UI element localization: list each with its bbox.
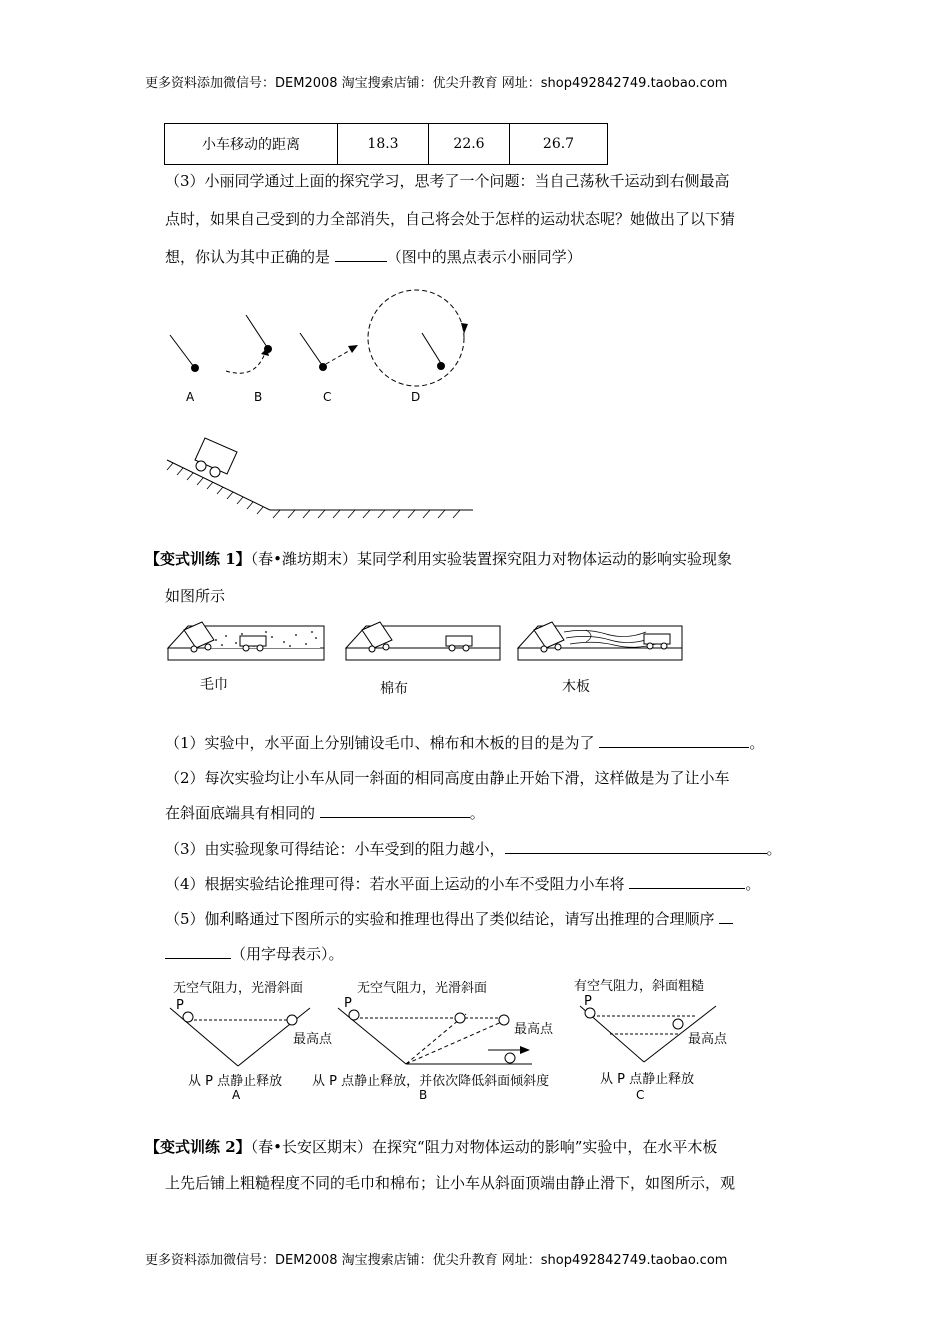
- swing-label-c: C: [323, 390, 332, 404]
- distance-table: [164, 123, 608, 165]
- page-footer: 更多资料添加微信号：DEM2008 淘宝搜索店铺：优尖升教育 网址：shop492842749.taobao.com: [145, 1253, 728, 1268]
- galileo-c-p-label: P: [584, 994, 592, 1009]
- ex1-q4-text: （4）根据实验结论推理可得：若水平面上运动的小车不受阻力小车将: [165, 875, 630, 893]
- answer-blank[interactable]: [335, 247, 387, 262]
- period: 。: [766, 840, 782, 858]
- galileo-a-top-label: 最高点: [293, 1032, 333, 1047]
- swing-options-figure: [160, 280, 490, 380]
- period: 。: [745, 875, 761, 893]
- galileo-b-p-label: P: [344, 996, 352, 1011]
- surface-label-cotton: 棉布: [380, 681, 408, 697]
- ex1-q2-line1: （2）每次实验均让小车从同一斜面的相同高度由静止开始下滑，这样做是为了让小车: [165, 769, 730, 787]
- ex2-line2: 上先后铺上粗糙程度不同的毛巾和棉布；让小车从斜面顶端由静止滑下，如图所示，观: [165, 1174, 736, 1192]
- ex1-title: 【变式训练 1】: [145, 550, 251, 568]
- q3-line1: （3）小丽同学通过上面的探究学习，思考了一个问题：当自己荡秋千运动到右侧最高: [165, 172, 730, 190]
- ex2-line1: [145, 1136, 717, 1157]
- ex1-q5-note: （用字母表示）。: [231, 945, 344, 963]
- surface-label-wood: 木板: [562, 679, 590, 695]
- answer-blank[interactable]: [629, 874, 745, 889]
- q3-line3: [165, 246, 582, 267]
- ex1-q3: [165, 838, 782, 859]
- page-header: 更多资料添加微信号：DEM2008 淘宝搜索店铺：优尖升教育 网址：shop492842749.taobao.com: [145, 76, 728, 91]
- galileo-a-letter: A: [232, 1088, 241, 1102]
- galileo-c-release: 从 P 点静止释放: [600, 1072, 695, 1087]
- galileo-c-letter: C: [636, 1088, 645, 1102]
- galileo-c-top-label: 最高点: [688, 1032, 728, 1047]
- galileo-b-figure: [336, 1000, 536, 1070]
- ex1-q5-line2: [165, 943, 344, 964]
- table-value-cell: 18.3: [338, 124, 429, 165]
- ex1-intro-line2: 如图所示: [165, 587, 226, 605]
- galileo-c-title: 有空气阻力，斜面粗糙: [574, 979, 705, 994]
- ex1-intro-text: （春•潍坊期末）某同学利用实验装置探究阻力对物体运动的影响实验现象: [250, 550, 733, 568]
- q3-line2: 点时，如果自己受到的力全部消失，自己将会处于怎样的运动状态呢？她做出了以下猜: [165, 210, 736, 228]
- ex1-q1-text: （1）实验中，水平面上分别铺设毛巾、棉布和木板的目的是为了: [165, 734, 600, 752]
- answer-blank[interactable]: [505, 839, 767, 854]
- galileo-b-release: 从 P 点静止释放，并依次降低斜面倾斜度: [312, 1074, 550, 1089]
- galileo-b-top-label: 最高点: [514, 1022, 554, 1037]
- ex1-intro-line1: [145, 548, 732, 569]
- cart-slope-figure: [165, 432, 475, 522]
- galileo-b-letter: B: [419, 1088, 428, 1102]
- q3-line3-text: 想，你认为其中正确的是: [165, 248, 335, 266]
- galileo-b-title: 无空气阻力，光滑斜面: [357, 981, 488, 996]
- table-value-cell: 22.6: [429, 124, 510, 165]
- swing-label-d: D: [411, 390, 421, 404]
- ex1-q2-text: 在斜面底端具有相同的: [165, 804, 320, 822]
- ex1-q5-text: （5）伽利略通过下图所示的实验和推理也得出了类似结论，请写出推理的合理顺序: [165, 910, 720, 928]
- table-value-cell: 26.7: [510, 124, 608, 165]
- answer-blank[interactable]: [719, 909, 733, 924]
- galileo-a-release: 从 P 点静止释放: [188, 1074, 283, 1089]
- ex1-q1: [165, 732, 764, 753]
- table-row: [165, 124, 608, 165]
- ex1-q4: [165, 873, 760, 894]
- swing-label-a: A: [186, 390, 195, 404]
- q3-line3-note: （图中的黑点表示小丽同学）: [386, 248, 582, 266]
- surfaces-figure: [166, 618, 686, 670]
- ex2-title: 【变式训练 2】: [145, 1138, 251, 1156]
- period: 。: [469, 804, 485, 822]
- surface-label-towel: 毛巾: [200, 677, 228, 693]
- galileo-a-p-label: P: [176, 998, 184, 1013]
- table-label-cell: 小车移动的距离: [165, 124, 338, 165]
- galileo-a-title: 无空气阻力，光滑斜面: [173, 981, 304, 996]
- answer-blank[interactable]: [320, 803, 470, 818]
- answer-blank[interactable]: [165, 944, 231, 959]
- answer-blank[interactable]: [599, 733, 749, 748]
- swing-label-b: B: [254, 390, 263, 404]
- ex1-q3-text: （3）由实验现象可得结论：小车受到的阻力越小，: [165, 840, 505, 858]
- ex1-q2-line2: [165, 802, 485, 823]
- ex1-q5-line1: [165, 908, 733, 929]
- period: 。: [749, 734, 765, 752]
- ex2-line1-text: （春•长安区期末）在探究“阻力对物体运动的影响”实验中，在水平木板: [250, 1138, 718, 1156]
